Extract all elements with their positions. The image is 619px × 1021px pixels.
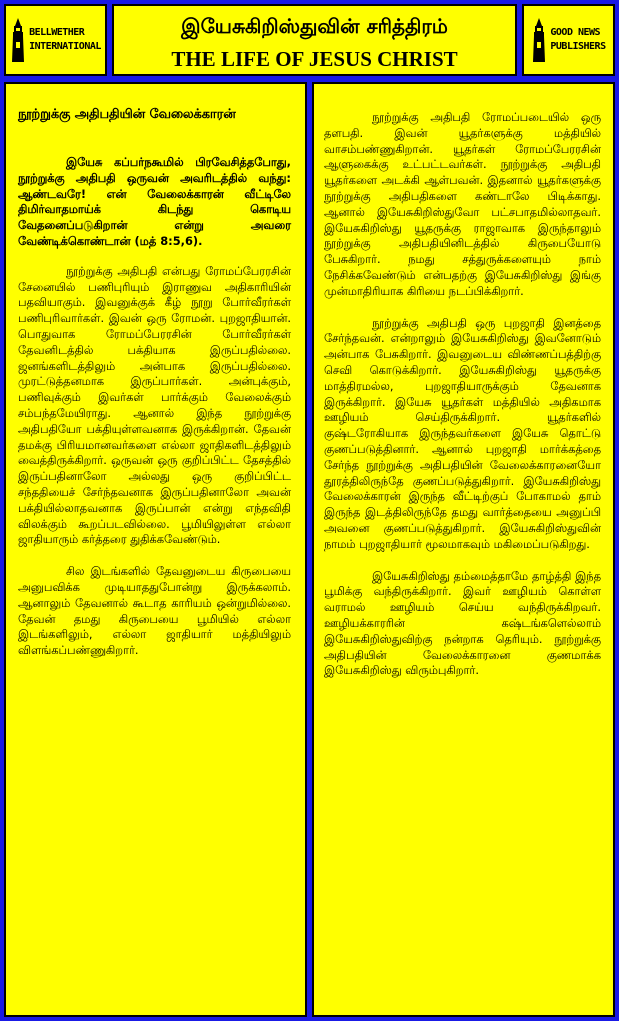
logo-line-2: INTERNATIONAL — [29, 41, 101, 52]
paragraph: இயேசுகிறிஸ்து தம்மைத்தாமே தாழ்த்தி இந்த பூமிக்கு வந்திருக்கிறார். இவர் ஊழியம் கொள்ள வராமல் ஊழியம் செய்ய வந்திருக்கிறவர். ஊழியக்காரரின் கஷ்டங்களெல்லாம் இயேசுகிறிஸ்துவிற்கு நன்றாக தெரியும். நூற்றுக்கு அதிபதியின் வேலைக்காரனை குணமாக்க இயேசுகிறிஸ்து விரும்புகிறார். — [324, 568, 601, 678]
right-column — [312, 82, 615, 1017]
logo-line-2: PUBLISHERS — [550, 41, 606, 52]
logo-line-1: BELLWETHER — [29, 27, 85, 38]
bell-tower-icon — [10, 18, 26, 62]
article-heading: நூற்றுக்கு அதிபதியின் வேலைக்காரன் — [18, 107, 236, 122]
left-column — [4, 82, 307, 1017]
logo-line-1: GOOD NEWS — [550, 27, 601, 38]
page-title-english: THE LIFE OF JESUS CHRIST — [171, 47, 458, 71]
title-banner — [112, 4, 517, 76]
paragraph: நூற்றுக்கு அதிபதி என்பது ரோமப்பேரரசின் சேனையில் பணிபுரியும் இராணுவ அதிகாரியின் பதவியாகும். இவனுக்குக் கீழ் நூறு போர்வீரர்கள் பணிபுரிவார்கள். இவன் ஒரு ரோமன். புறஜாதியான். பொதுவாக ரோமப்பேரரசின் போர்வீரர்கள் தேவனிடத்தில் பக்தியாக இருப்பதில்லை. ஜனங்களிடத்திலும் அன்பாக இருப்பதில்லை. முரட்டுத்தனமாக இருப்பார்கள். அன்புக்கும், பணிவுக்கும் இவர்கள் பார்க்கும் வேலைக்கும் சம்பந்தமேயிராது. ஆனால் இந்த நூற்றுக்கு அதிபதியோ பக்தியுள்ளவனாக இருக்கிறான். தேவன் தமக்கு பிரியமானவர்களை எல்லா ஜாதிகளிடத்திலும் வைத்திருக்கிறார். ஒருவன் ஒரு குறிப்பிட்ட தேசத்தில் இருப்பதினாலோ அல்லது ஒரு குறிப்பிட்ட சந்ததியைச் சேர்ந்தவனாக இருப்பதினாலோ அவன் பக்தியில்லாதவனாக இருப்பான் என்று எந்தவிதி விலக்கும் கூறப்படவில்லை. பூமியிலுள்ள எல்லா ஜாதியாரும் கர்த்தரை துதிக்கவேண்டும். — [18, 263, 291, 547]
bell-tower-icon — [531, 18, 547, 62]
paragraph: சில இடங்களில் தேவனுடைய கிருபையை அனுபவிக்க முடியாததுபோன்று இருக்கலாம். ஆனாலும் தேவனால் கூடாத காரியம் ஒன்றுமில்லை. தேவன் தமது கிருபையை பூமியில் எல்லா இடங்களிலும், எல்லா ஜாதியார் மத்தியிலும் விளங்கப்பண்ணுகிறார். — [18, 564, 291, 658]
paragraph: நூற்றுக்கு அதிபதி ஒரு புறஜாதி இனத்தை சேர்ந்தவன். என்றாலும் இயேசுகிறிஸ்து இவனோடும் அன்பாக பேசுகிறார். இவனுடைய விண்ணப்பத்திற்கு செவி கொடுக்கிறார். இயேசுகிறிஸ்து யூதருக்கு மாத்திரமல்ல, புறஜாதியாருக்கும் தேவனாக இருக்கிறார். இயேசு யூதர்கள் மத்தியில் அதிகமாக ஊழியம் செய்திருக்கிறார். யூதர்களில் குஷ்டரோகியாக இருந்தவர்களை இயேசு தொட்டு குணப்படுத்தினார். ஆனால் புறஜாதி மார்க்கத்தை சேர்ந்த நூற்றுக்கு அதிபதியின் வேலைக்காரனையோ தூரத்திலிருந்தே குணப்படுத்துகிறார். இயேசுகிறிஸ்து வேலைக்காரன் இருந்த வீட்டிற்குப் போகாமல் தாம் இருந்த இடத்திலிருந்தே தமது வார்த்தையை அனுப்பி அவனை குணப்படுத்துகிறார். இயேசுகிறிஸ்துவின் நாமம் புறஜாதியார் மூலமாகவும் மகிமைப்படுகிறது. — [324, 315, 601, 551]
paragraph: நூற்றுக்கு அதிபதி ரோமப்படையில் ஒரு தளபதி. இவன் யூதர்களுக்கு மத்தியில் வாசம்பண்ணுகிறான். யூதர்கள் ரோமப்பேரரசின் ஆளுகைக்கு உட்பட்டவர்கள். நூற்றுக்கு அதிபதி யூதர்களை அடக்கி ஆள்பவன். இதனால் யூதர்களுக்கு நூற்றுக்கு அதிபதிகளை கண்டாலே பிடிக்காது. ஆனால் இயேசுகிறிஸ்துவோ பட்சபாதமில்லாதவர். இயேசுகிறிஸ்து யூதருக்கு ராஜாவாக இருந்தாலும் நூற்றுக்கு அதிபதியினிடத்தில் கிருபையோடு பேசுகிறார். நமது சத்துருக்களையும் நாம் நேசிக்கவேண்டும் என்பதற்கு இயேசுகிறிஸ்து இங்கு முன்மாதிரியாக கிரியை நடப்பிக்கிறார். — [324, 110, 601, 298]
bellwether-logo — [4, 4, 107, 76]
page-title-tamil: இயேசுகிறிஸ்துவின் சரித்திரம் — [181, 14, 448, 38]
scripture-verse: இயேசு கப்பர்நகூமில் பிரவேசித்தபோது, நூற்றுக்கு அதிபதி ஒருவன் அவரிடத்தில் வந்து: ஆண்டவரே! என் வேலைக்காரன் வீட்டிலே திமிர்வாதமாய்க் கிடந்து கொடிய வேதனைப்படுகிறான் என்று அவரை வேண்டிக்கொண்டான் (மத் 8:5,6). — [18, 155, 291, 248]
good-news-logo — [522, 4, 615, 76]
